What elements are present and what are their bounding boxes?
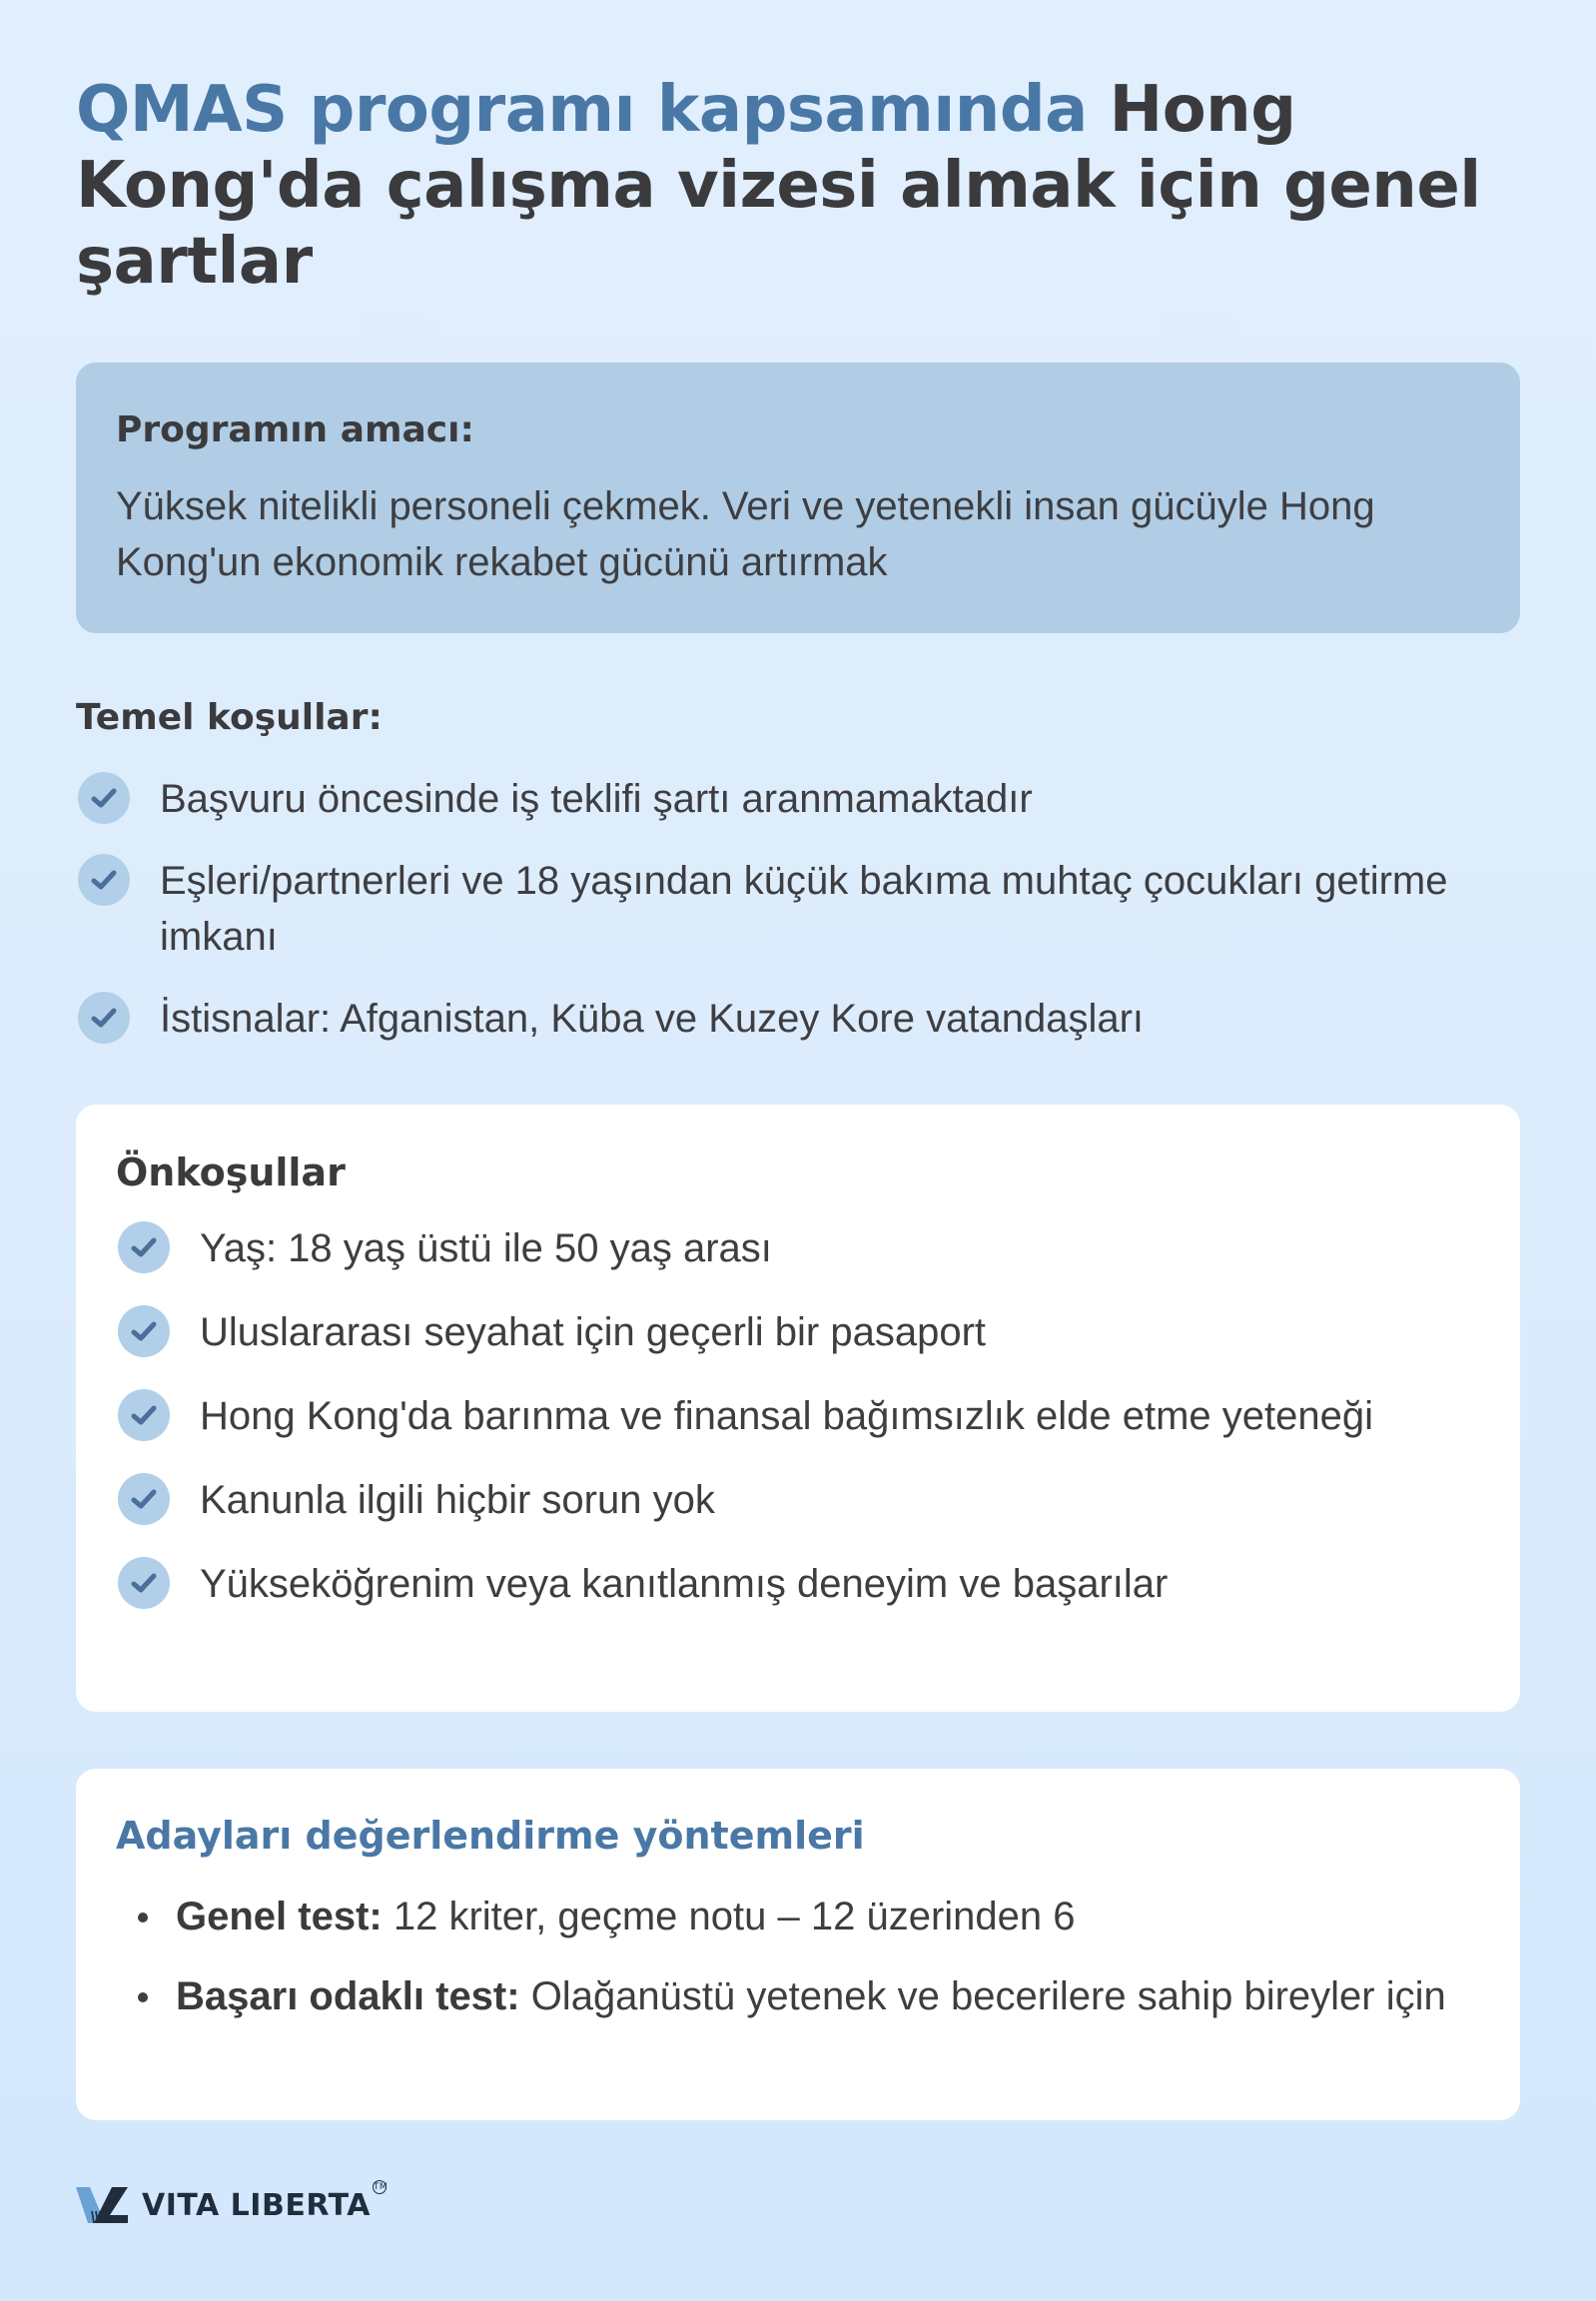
list-item bbox=[116, 1220, 1480, 1276]
evaluation-heading: Adayları değerlendirme yöntemleri bbox=[116, 1814, 865, 1858]
list-item-text: Kanunla ilgili hiçbir sorun yok bbox=[200, 1478, 715, 1522]
check-icon bbox=[118, 1305, 170, 1357]
list-item bbox=[116, 1968, 1480, 2024]
vita-liberta-logo-icon bbox=[76, 2185, 132, 2225]
check-icon bbox=[118, 1221, 170, 1273]
list-item-text: Başvuru öncesinde iş teklifi şartı aranmamaktadır bbox=[160, 777, 1033, 821]
prerequisites-list bbox=[116, 1220, 1480, 1612]
title-accent: QMAS programı kapsamında bbox=[76, 73, 1088, 147]
basic-conditions-heading: Temel koşullar: bbox=[76, 697, 383, 738]
prerequisites-heading: Önkoşullar bbox=[116, 1150, 346, 1194]
check-icon bbox=[118, 1557, 170, 1609]
evaluation-list bbox=[116, 1889, 1480, 2024]
list-item bbox=[116, 1304, 1480, 1360]
list-item-text: Olağanüstü yetenek ve becerilere sahip bireyler için bbox=[519, 1974, 1446, 2018]
list-item-text: 12 kriter, geçme notu – 12 üzerinden 6 bbox=[382, 1895, 1076, 1938]
check-icon bbox=[78, 854, 130, 906]
title-rest: Hong Kong'da çalışma vizesi almak için genel şartlar bbox=[76, 73, 1481, 299]
check-icon bbox=[78, 772, 130, 824]
list-item bbox=[76, 991, 1514, 1047]
list-item-label: Genel test: bbox=[176, 1895, 383, 1938]
trademark-icon: TM bbox=[373, 2181, 389, 2192]
list-item bbox=[116, 1889, 1480, 1944]
list-item-text: Hong Kong'da barınma ve finansal bağımsızlık elde etme yeteneği bbox=[200, 1394, 1373, 1438]
basic-conditions-list bbox=[76, 771, 1514, 1073]
list-item bbox=[116, 1472, 1480, 1528]
list-item-text: Yaş: 18 yaş üstü ile 50 yaş arası bbox=[200, 1226, 772, 1270]
logo-text bbox=[142, 2181, 389, 2223]
bullet-icon bbox=[138, 1992, 148, 2002]
purpose-heading: Programın amacı: bbox=[116, 409, 474, 450]
check-icon bbox=[78, 992, 130, 1044]
prerequisites-card bbox=[76, 1105, 1520, 1712]
page-title bbox=[76, 72, 1534, 300]
logo-wordmark: VITA LIBERTA bbox=[142, 2187, 371, 2223]
list-item bbox=[116, 1388, 1480, 1444]
list-item bbox=[116, 1556, 1480, 1612]
list-item-text: İstisnalar: Afganistan, Küba ve Kuzey Kore vatandaşları bbox=[160, 997, 1145, 1041]
list-item bbox=[76, 771, 1514, 827]
bullet-icon bbox=[138, 1913, 148, 1922]
list-item-text: Eşleri/partnerleri ve 18 yaşından küçük bakıma muhtaç çocukları getirme imkanı bbox=[160, 859, 1448, 959]
list-item-text: Uluslararası seyahat için geçerli bir pasaport bbox=[200, 1310, 987, 1354]
purpose-text: Yüksek nitelikli personeli çekmek. Veri ve yetenekli insan gücüyle Hong Kong'un ekonomik rekabet gücünü artırmak bbox=[116, 484, 1375, 584]
check-icon bbox=[118, 1473, 170, 1525]
check-icon bbox=[118, 1389, 170, 1441]
evaluation-card bbox=[76, 1769, 1520, 2120]
list-item bbox=[76, 853, 1514, 965]
list-item-label: Başarı odaklı test: bbox=[176, 1974, 520, 2018]
program-purpose-box bbox=[76, 363, 1520, 633]
brand-logo bbox=[76, 2181, 389, 2227]
list-item-text: Yükseköğrenim veya kanıtlanmış deneyim ve başarılar bbox=[200, 1562, 1169, 1606]
